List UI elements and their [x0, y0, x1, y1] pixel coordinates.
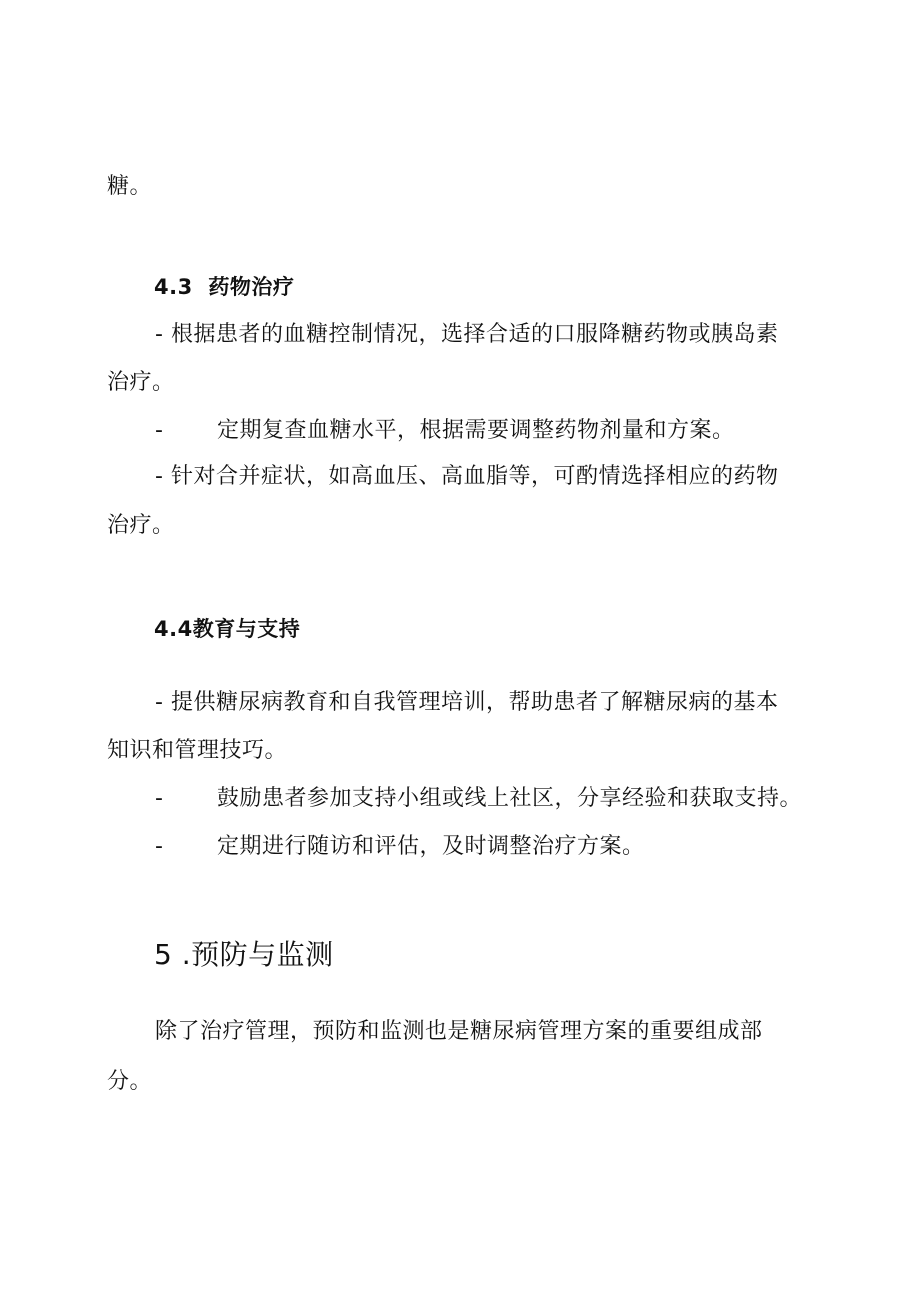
item-text: 鼓励患者参加支持小组或线上社区，分享经验和获取支持。 — [217, 786, 803, 811]
item-text: 定期复查血糖水平，根据需要调整药物剂量和方案。 — [217, 418, 735, 443]
section-4-3-item-1-cont: 治疗。 — [107, 370, 175, 395]
section-4-3-item-1 — [155, 320, 778, 350]
section-4-4-item-2 — [155, 784, 802, 814]
item-text: 针对合并症状，如高血压、高血脂等，可酌情选择相应的药物 — [170, 464, 779, 489]
item-text: 定期进行随访和评估，及时调整治疗方案。 — [217, 834, 645, 859]
section-4-3-item-3 — [155, 462, 778, 492]
item-text: 根据患者的血糖控制情况，选择合适的口服降糖药物或胰岛素 — [170, 322, 779, 347]
section-5-paragraph: 除了治疗管理，预防和监测也是糖尿病管理方案的重要组成部 — [155, 1019, 763, 1044]
bullet-dash: - — [155, 464, 164, 489]
section-5-heading — [154, 937, 334, 973]
item-text: 提供糖尿病教育和自我管理培训，帮助患者了解糖尿病的基本 — [170, 690, 779, 715]
section-4-3-number: 4.3 — [154, 275, 193, 299]
section-5-number: 5 — [154, 938, 173, 971]
section-4-3-item-3-cont: 治疗。 — [107, 513, 175, 538]
section-4-3-title: 药物治疗 — [208, 275, 295, 299]
bullet-dash: - — [155, 418, 164, 443]
bullet-dash: - — [155, 834, 164, 859]
bullet-dash: - — [155, 322, 164, 347]
section-5-title: .预防与监测 — [181, 938, 334, 971]
section-4-3-heading — [154, 272, 294, 302]
section-5-paragraph-cont: 分。 — [107, 1069, 153, 1094]
section-4-4-heading: 4.4教育与支持 — [154, 617, 301, 641]
section-4-4-item-1 — [155, 688, 778, 718]
continuation-text: 糖。 — [107, 174, 153, 199]
section-4-4-item-1-cont: 知识和管理技巧。 — [107, 738, 288, 763]
section-4-3-item-2 — [155, 416, 735, 446]
section-4-4-item-3 — [155, 832, 645, 862]
bullet-dash: - — [155, 690, 164, 715]
bullet-dash: - — [155, 786, 164, 811]
